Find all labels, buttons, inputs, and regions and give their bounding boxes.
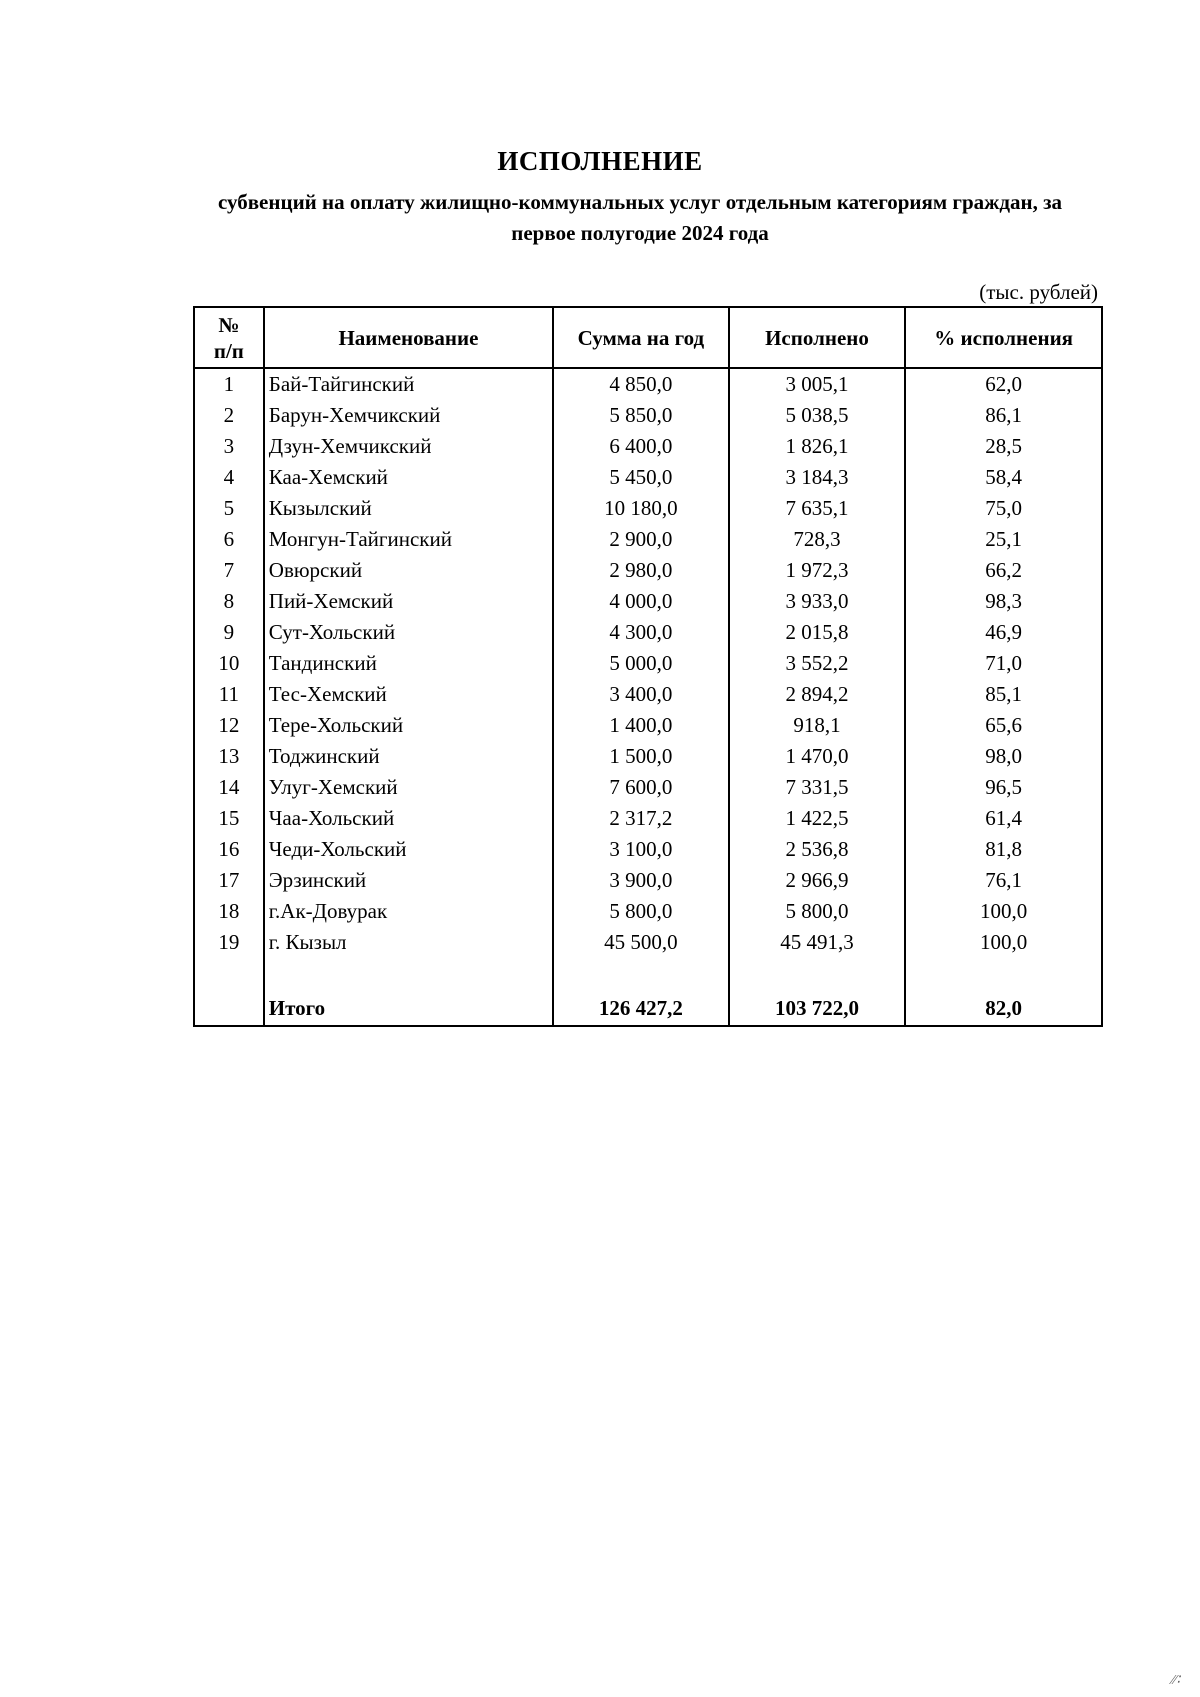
page-corner-mark: ⁄⁄∶	[1171, 1673, 1180, 1688]
spacer-cell	[553, 958, 729, 992]
cell-sum: 1 500,0	[553, 741, 729, 772]
table-row	[194, 368, 1102, 400]
cell-done: 2 536,8	[729, 834, 906, 865]
table-row	[194, 555, 1102, 586]
table-row	[194, 927, 1102, 958]
total-cell-pct: 82,0	[905, 992, 1102, 1026]
cell-pct: 96,5	[905, 772, 1102, 803]
cell-name: Чеди-Хольский	[264, 834, 553, 865]
cell-sum: 6 400,0	[553, 431, 729, 462]
table-row	[194, 462, 1102, 493]
cell-num: 6	[194, 524, 264, 555]
total-cell-num	[194, 992, 264, 1026]
cell-name: Тандинский	[264, 648, 553, 679]
cell-sum: 45 500,0	[553, 927, 729, 958]
header-pct: % исполнения	[905, 307, 1102, 368]
table-row	[194, 431, 1102, 462]
cell-num: 7	[194, 555, 264, 586]
spacer-cell	[729, 958, 906, 992]
cell-sum: 5 800,0	[553, 896, 729, 927]
cell-done: 7 635,1	[729, 493, 906, 524]
cell-pct: 65,6	[905, 710, 1102, 741]
cell-num: 17	[194, 865, 264, 896]
cell-sum: 5 850,0	[553, 400, 729, 431]
cell-num: 5	[194, 493, 264, 524]
cell-name: Монгун-Тайгинский	[264, 524, 553, 555]
cell-name: Кызылский	[264, 493, 553, 524]
cell-pct: 85,1	[905, 679, 1102, 710]
cell-pct: 71,0	[905, 648, 1102, 679]
cell-sum: 4 000,0	[553, 586, 729, 617]
spacer-cell	[264, 958, 553, 992]
cell-pct: 86,1	[905, 400, 1102, 431]
cell-done: 1 470,0	[729, 741, 906, 772]
cell-done: 7 331,5	[729, 772, 906, 803]
execution-table	[193, 306, 1103, 1027]
cell-sum: 4 850,0	[553, 368, 729, 400]
cell-name: Дзун-Хемчикский	[264, 431, 553, 462]
spacer-cell	[194, 958, 264, 992]
cell-name: Барун-Хемчикский	[264, 400, 553, 431]
cell-done: 3 933,0	[729, 586, 906, 617]
cell-num: 9	[194, 617, 264, 648]
cell-done: 3 552,2	[729, 648, 906, 679]
total-cell-done: 103 722,0	[729, 992, 906, 1026]
cell-num: 16	[194, 834, 264, 865]
cell-pct: 76,1	[905, 865, 1102, 896]
header-name: Наименование	[264, 307, 553, 368]
table-row	[194, 710, 1102, 741]
cell-num: 12	[194, 710, 264, 741]
spacer-cell	[905, 958, 1102, 992]
cell-sum: 3 100,0	[553, 834, 729, 865]
cell-num: 19	[194, 927, 264, 958]
total-cell-sum: 126 427,2	[553, 992, 729, 1026]
cell-num: 18	[194, 896, 264, 927]
table-row	[194, 679, 1102, 710]
cell-num: 13	[194, 741, 264, 772]
table-row	[194, 741, 1102, 772]
table-row	[194, 834, 1102, 865]
cell-pct: 75,0	[905, 493, 1102, 524]
table-body	[194, 368, 1102, 1026]
cell-done: 2 894,2	[729, 679, 906, 710]
cell-done: 2 966,9	[729, 865, 906, 896]
table-header	[194, 307, 1102, 368]
table-row	[194, 896, 1102, 927]
cell-done: 2 015,8	[729, 617, 906, 648]
cell-num: 10	[194, 648, 264, 679]
table-row	[194, 400, 1102, 431]
header-num: № п/п	[194, 307, 264, 368]
cell-name: Сут-Хольский	[264, 617, 553, 648]
cell-done: 3 005,1	[729, 368, 906, 400]
cell-sum: 3 400,0	[553, 679, 729, 710]
spacer-row	[194, 958, 1102, 992]
cell-pct: 98,0	[905, 741, 1102, 772]
cell-pct: 25,1	[905, 524, 1102, 555]
cell-name: Каа-Хемский	[264, 462, 553, 493]
cell-sum: 10 180,0	[553, 493, 729, 524]
cell-done: 3 184,3	[729, 462, 906, 493]
cell-pct: 66,2	[905, 555, 1102, 586]
total-cell-name: Итого	[264, 992, 553, 1026]
cell-pct: 28,5	[905, 431, 1102, 462]
cell-pct: 98,3	[905, 586, 1102, 617]
cell-pct: 46,9	[905, 617, 1102, 648]
total-row	[194, 992, 1102, 1026]
table-row	[194, 617, 1102, 648]
cell-done: 1 972,3	[729, 555, 906, 586]
table-row	[194, 524, 1102, 555]
cell-sum: 1 400,0	[553, 710, 729, 741]
cell-pct: 62,0	[905, 368, 1102, 400]
document-title: ИСПОЛНЕНИЕ	[497, 146, 703, 176]
cell-num: 8	[194, 586, 264, 617]
cell-name: Улуг-Хемский	[264, 772, 553, 803]
cell-name: Тес-Хемский	[264, 679, 553, 710]
cell-num: 15	[194, 803, 264, 834]
cell-pct: 100,0	[905, 896, 1102, 927]
cell-done: 728,3	[729, 524, 906, 555]
cell-done: 5 038,5	[729, 400, 906, 431]
cell-name: Тоджинский	[264, 741, 553, 772]
cell-sum: 2 317,2	[553, 803, 729, 834]
cell-done: 45 491,3	[729, 927, 906, 958]
cell-sum: 2 900,0	[553, 524, 729, 555]
cell-pct: 61,4	[905, 803, 1102, 834]
cell-pct: 58,4	[905, 462, 1102, 493]
cell-sum: 4 300,0	[553, 617, 729, 648]
cell-num: 14	[194, 772, 264, 803]
cell-name: г.Ак-Довурак	[264, 896, 553, 927]
table-row	[194, 586, 1102, 617]
cell-num: 1	[194, 368, 264, 400]
cell-pct: 100,0	[905, 927, 1102, 958]
cell-num: 4	[194, 462, 264, 493]
cell-sum: 7 600,0	[553, 772, 729, 803]
cell-name: Овюрский	[264, 555, 553, 586]
cell-num: 2	[194, 400, 264, 431]
cell-name: Бай-Тайгинский	[264, 368, 553, 400]
cell-name: Чаа-Хольский	[264, 803, 553, 834]
table-row	[194, 648, 1102, 679]
cell-name: Пий-Хемский	[264, 586, 553, 617]
table-row	[194, 493, 1102, 524]
cell-num: 11	[194, 679, 264, 710]
cell-done: 1 826,1	[729, 431, 906, 462]
cell-sum: 2 980,0	[553, 555, 729, 586]
cell-name: Тере-Хольский	[264, 710, 553, 741]
table-row	[194, 803, 1102, 834]
document-subtitle: субвенций на оплату жилищно-коммунальных услуг отдельным категориям граждан, за первое полугодие 2024 года	[217, 190, 1063, 245]
cell-done: 918,1	[729, 710, 906, 741]
cell-sum: 3 900,0	[553, 865, 729, 896]
units-label: (тыс. рублей)	[979, 280, 1098, 304]
cell-num: 3	[194, 431, 264, 462]
header-done: Исполнено	[729, 307, 906, 368]
table-row	[194, 865, 1102, 896]
cell-done: 5 800,0	[729, 896, 906, 927]
cell-pct: 81,8	[905, 834, 1102, 865]
cell-sum: 5 450,0	[553, 462, 729, 493]
cell-done: 1 422,5	[729, 803, 906, 834]
table-row	[194, 772, 1102, 803]
header-sum: Сумма на год	[553, 307, 729, 368]
cell-sum: 5 000,0	[553, 648, 729, 679]
cell-name: г. Кызыл	[264, 927, 553, 958]
header-row	[194, 307, 1102, 368]
cell-name: Эрзинский	[264, 865, 553, 896]
